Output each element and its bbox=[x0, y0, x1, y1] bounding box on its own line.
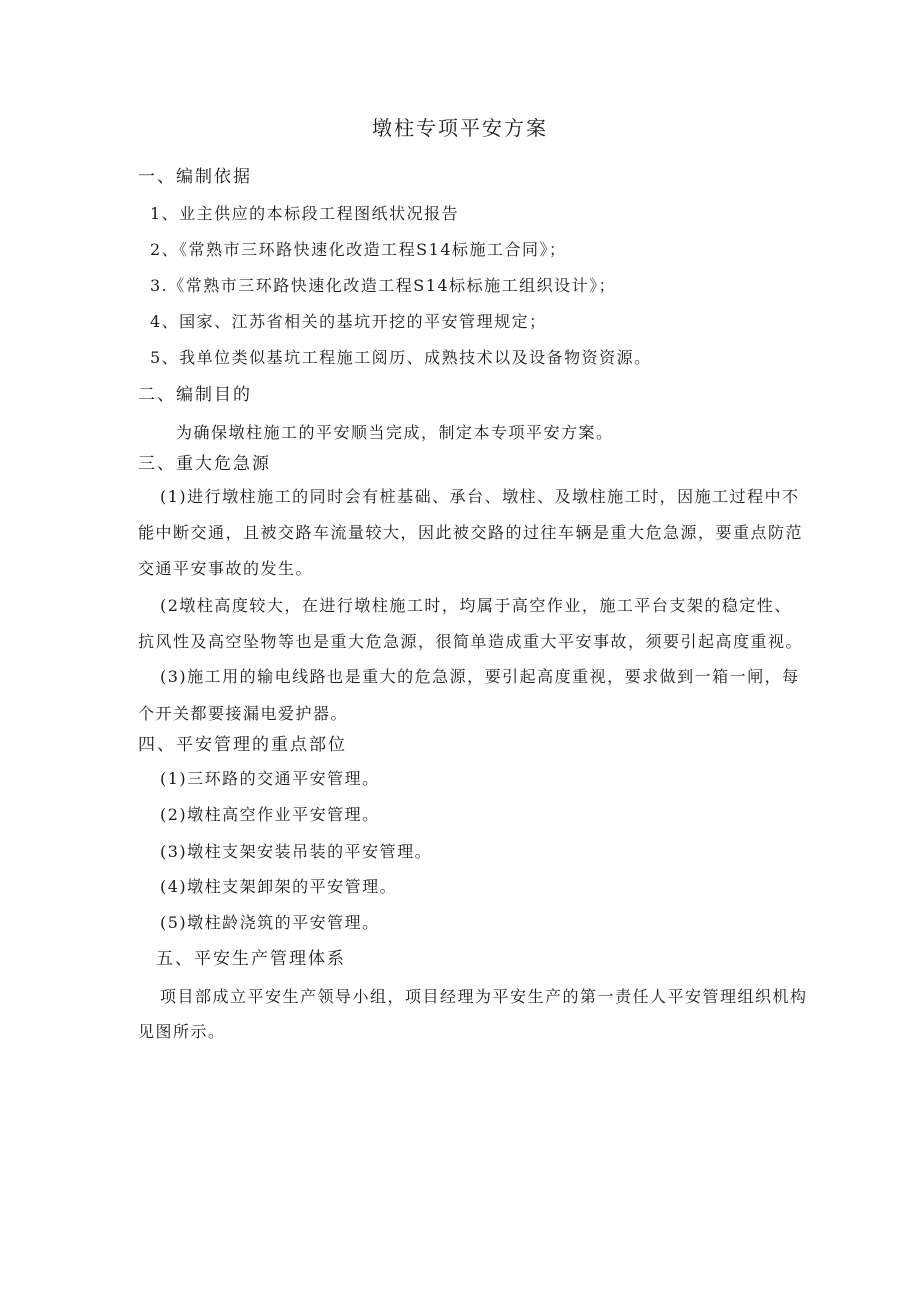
paragraph-line: (2墩柱高度较大，在进行墩柱施工时，均属于高空作业，施工平台支架的稳定性、 bbox=[160, 596, 792, 615]
paragraph-line: (3)施工用的输电线路也是重大的危急源，要引起高度重视，要求做到一箱一闸，每 bbox=[160, 667, 800, 686]
list-item: (1)三环路的交通平安管理。 bbox=[160, 769, 380, 788]
paragraph-line: 项目部成立平安生产领导小组，项目经理为平安生产的第一责任人平安管理组织机构 bbox=[160, 987, 808, 1006]
list-item: 1、业主供应的本标段工程图纸状况报告 bbox=[150, 204, 460, 223]
paragraph: 为确保墩柱施工的平安顺当完成，制定本专项平安方案。 bbox=[176, 423, 614, 442]
list-item: (3)墩柱支架安装吊装的平安管理。 bbox=[160, 842, 433, 861]
list-item: 4、国家、江苏省相关的基坑开挖的平安管理规定； bbox=[150, 312, 547, 331]
paragraph-line: 交通平安事故的发生。 bbox=[138, 559, 314, 578]
list-item: (5)墩柱龄浇筑的平安管理。 bbox=[160, 913, 380, 932]
list-item: 5、我单位类似基坑工程施工阅历、成熟技术以及设备物资资源。 bbox=[150, 348, 652, 367]
section-heading-basis: 一、编制依据 bbox=[138, 167, 252, 187]
section-heading-management-system: 五、平安生产管理体系 bbox=[156, 949, 346, 969]
paragraph-line: (1)进行墩柱施工的同时会有桩基础、承台、墩柱、及墩柱施工时，因施工过程中不 bbox=[160, 487, 800, 506]
list-item: 2、《常熟市三环路快速化改造工程S14标施工合同》； bbox=[150, 240, 567, 259]
section-heading-hazards: 三、重大危急源 bbox=[138, 454, 271, 474]
list-item: 3.《常熟市三环路快速化改造工程S14标标施工组织设计》； bbox=[150, 276, 617, 295]
list-item: (4)墩柱支架卸架的平安管理。 bbox=[160, 877, 398, 896]
paragraph-line: 个开关都要接漏电爱护器。 bbox=[138, 704, 349, 723]
paragraph-line: 抗风性及高空坠物等也是重大危急源，很简单造成重大平安事故，须要引起高度重视。 bbox=[138, 632, 804, 651]
list-item: (2)墩柱高空作业平安管理。 bbox=[160, 805, 380, 824]
paragraph-line: 能中断交通，且被交路车流量较大，因此被交路的过往车辆是重大危急源，要重点防范 bbox=[138, 523, 804, 542]
paragraph-line: 见图所示。 bbox=[138, 1022, 226, 1041]
document-title: 墩柱专项平安方案 bbox=[372, 116, 548, 140]
section-heading-purpose: 二、编制目的 bbox=[138, 385, 252, 405]
section-heading-key-areas: 四、平安管理的重点部位 bbox=[138, 735, 347, 755]
